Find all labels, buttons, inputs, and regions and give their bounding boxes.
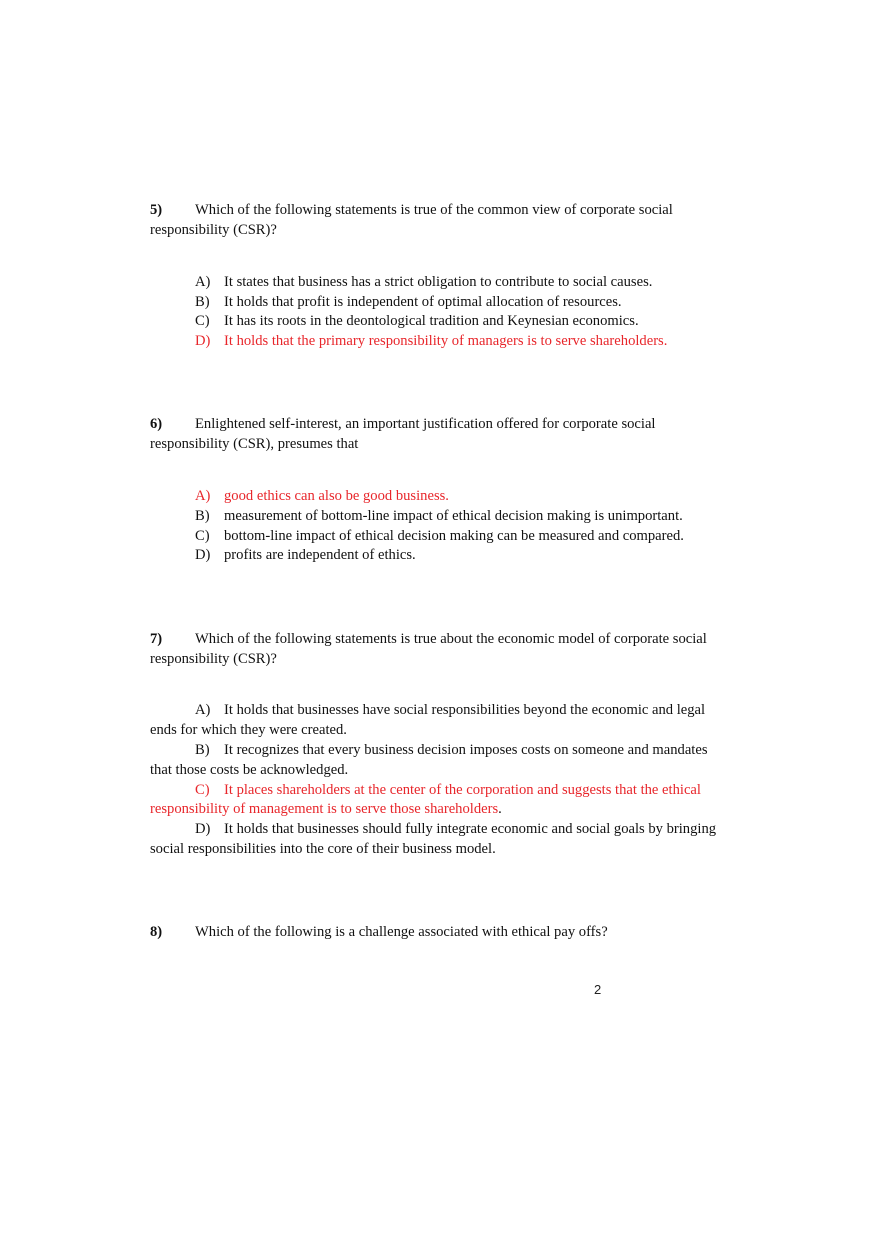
option-letter: B) <box>195 508 210 524</box>
option-text: It holds that the primary responsibility of managers is to serve shareholders. <box>224 333 668 349</box>
option-text: measurement of bottom-line impact of ethical decision making is unimportant. <box>224 508 683 524</box>
option-text: bottom-line impact of ethical decision making can be measured and compared. <box>224 528 684 544</box>
option-letter: A) <box>195 488 211 504</box>
option-letter: C) <box>195 528 210 544</box>
option-text: It holds that profit is independent of optimal allocation of resources. <box>224 294 622 310</box>
option-letter: A) <box>195 702 211 718</box>
question-text: Which of the following is a challenge associated with ethical pay offs? <box>195 924 608 940</box>
option-text-red: responsibility of management is to serve those shareholders <box>150 801 499 817</box>
question-number: 8) <box>150 924 163 940</box>
option-letter: C) <box>195 782 210 798</box>
option-text: It recognizes that every business decision imposes costs on someone and mandates <box>224 742 708 758</box>
option-letter: D) <box>195 547 211 563</box>
question-text-continued: responsibility (CSR), presumes that <box>150 436 359 452</box>
question-text: Which of the following statements is true of the common view of corporate social <box>195 202 673 218</box>
option-text-continued: ends for which they were created. <box>150 722 347 738</box>
option-text: It places shareholders at the center of the corporation and suggests that the ethical <box>224 782 701 798</box>
option-text-continued: social responsibilities into the core of their business model. <box>150 841 496 857</box>
question-text-continued: responsibility (CSR)? <box>150 651 277 667</box>
option-text-continued: that those costs be acknowledged. <box>150 762 349 778</box>
question-text-continued: responsibility (CSR)? <box>150 222 277 238</box>
question-text: Which of the following statements is true about the economic model of corporate social <box>195 631 707 647</box>
option-text: It holds that businesses have social responsibilities beyond the economic and legal <box>224 702 706 718</box>
option-text: It has its roots in the deontological tradition and Keynesian economics. <box>224 313 639 329</box>
option-letter: A) <box>195 274 211 290</box>
option-text: It states that business has a strict obligation to contribute to social causes. <box>224 274 653 290</box>
trailing-period: . <box>498 801 502 817</box>
question-number: 6) <box>150 416 163 432</box>
option-text: It holds that businesses should fully integrate economic and social goals by bringing <box>224 821 717 837</box>
option-text: good ethics can also be good business. <box>224 488 449 504</box>
option-letter: C) <box>195 313 210 329</box>
option-text-continued <box>150 799 502 819</box>
option-letter: B) <box>195 742 210 758</box>
option-letter: D) <box>195 333 211 349</box>
option-text: profits are independent of ethics. <box>224 547 416 563</box>
question-text: Enlightened self-interest, an important justification offered for corporate social <box>195 416 656 432</box>
option-letter: B) <box>195 294 210 310</box>
question-number: 5) <box>150 202 163 218</box>
question-number: 7) <box>150 631 163 647</box>
page-number: 2 <box>594 982 602 997</box>
option-letter: D) <box>195 821 211 837</box>
